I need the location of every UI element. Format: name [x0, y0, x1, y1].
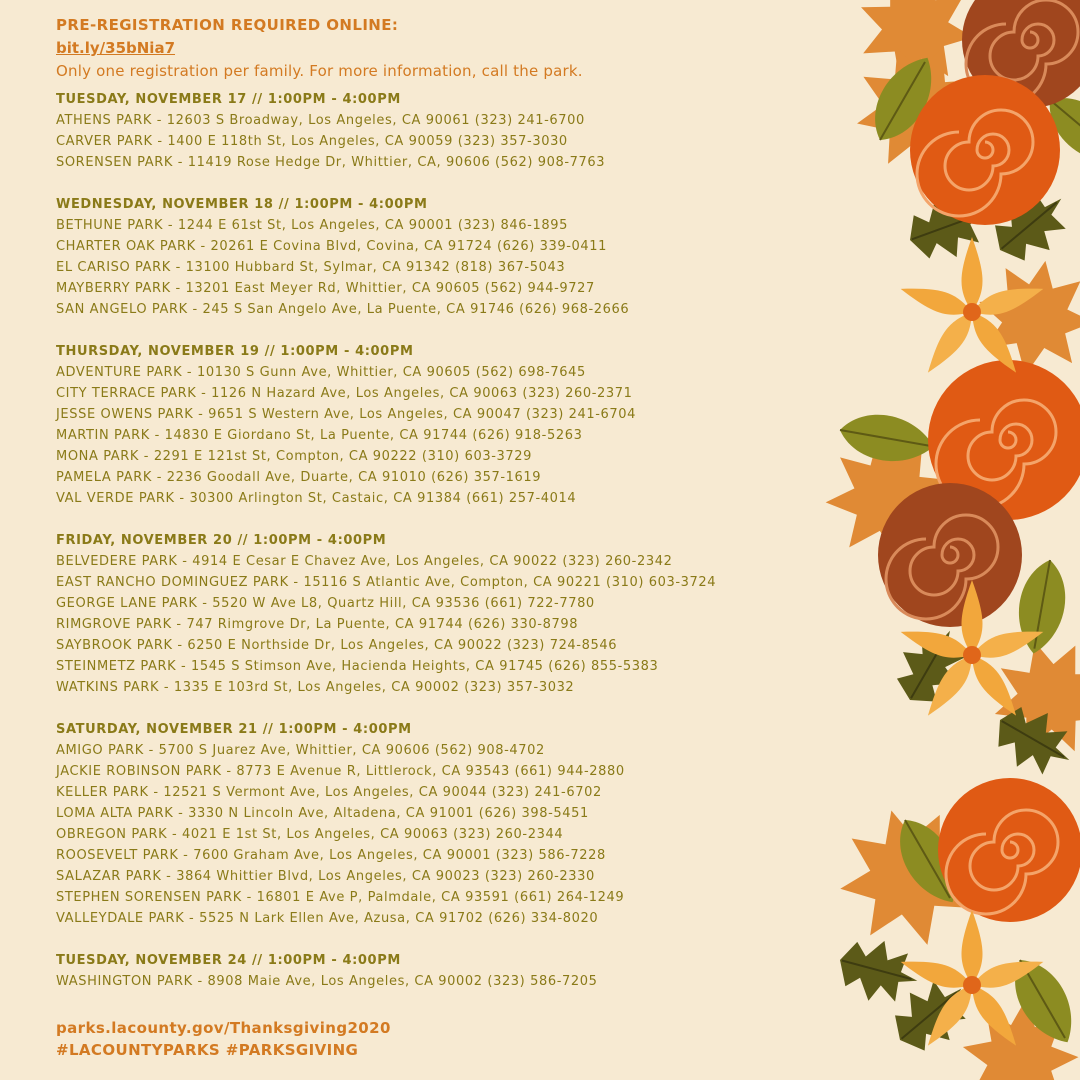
park-listing: ADVENTURE PARK - 10130 S Gunn Ave, Whittier, CA 90605 (562) 698-7645: [56, 365, 586, 380]
day-heading: SATURDAY, NOVEMBER 21 // 1:00PM - 4:00PM: [56, 722, 412, 737]
park-listing: OBREGON PARK - 4021 E 1st St, Los Angeles, CA 90063 (323) 260-2344: [56, 827, 564, 842]
park-listing: STEINMETZ PARK - 1545 S Stimson Ave, Hacienda Heights, CA 91745 (626) 855-5383: [56, 659, 659, 674]
schedule-day: [56, 194, 816, 320]
park-listing: CITY TERRACE PARK - 1126 N Hazard Ave, Los Angeles, CA 90063 (323) 260-2371: [56, 386, 633, 401]
park-listing: SAYBROOK PARK - 6250 E Northside Dr, Los Angeles, CA 90022 (323) 724-8546: [56, 638, 618, 653]
park-listing: CHARTER OAK PARK - 20261 E Covina Blvd, Covina, CA 91724 (626) 339-0411: [56, 239, 608, 254]
park-listing: PAMELA PARK - 2236 Goodall Ave, Duarte, CA 91010 (626) 357-1619: [56, 470, 542, 485]
park-listing: SORENSEN PARK - 11419 Rose Hedge Dr, Whittier, CA, 90606 (562) 908-7763: [56, 155, 606, 170]
header: [56, 14, 816, 83]
park-listing: VALLEYDALE PARK - 5525 N Lark Ellen Ave, Azusa, CA 91702 (626) 334-8020: [56, 911, 599, 926]
park-listing: RIMGROVE PARK - 747 Rimgrove Dr, La Puente, CA 91744 (626) 330-8798: [56, 617, 579, 632]
park-listing: KELLER PARK - 12521 S Vermont Ave, Los Angeles, CA 90044 (323) 241-6702: [56, 785, 602, 800]
schedule: [56, 89, 816, 992]
day-heading: TUESDAY, NOVEMBER 24 // 1:00PM - 4:00PM: [56, 953, 401, 968]
website-link[interactable]: parks.lacounty.gov/Thanksgiving2020: [56, 1019, 391, 1037]
park-listing: MONA PARK - 2291 E 121st St, Compton, CA 90222 (310) 603-3729: [56, 449, 532, 464]
park-listing: JACKIE ROBINSON PARK - 8773 E Avenue R, Littlerock, CA 93543 (661) 944-2880: [56, 764, 625, 779]
flyer-content: [56, 14, 816, 992]
park-listing: BETHUNE PARK - 1244 E 61st St, Los Angeles, CA 90001 (323) 846-1895: [56, 218, 568, 233]
day-heading: THURSDAY, NOVEMBER 19 // 1:00PM - 4:00PM: [56, 344, 414, 359]
park-listing: WATKINS PARK - 1335 E 103rd St, Los Angeles, CA 90002 (323) 357-3032: [56, 680, 575, 695]
park-listing: EL CARISO PARK - 13100 Hubbard St, Sylmar, CA 91342 (818) 367-5043: [56, 260, 566, 275]
park-listing: SALAZAR PARK - 3864 Whittier Blvd, Los Angeles, CA 90023 (323) 260-2330: [56, 869, 595, 884]
schedule-day: [56, 950, 816, 992]
park-listing: BELVEDERE PARK - 4914 E Cesar E Chavez Ave, Los Angeles, CA 90022 (323) 260-2342: [56, 554, 673, 569]
hashtags: #LACOUNTYPARKS #PARKSGIVING: [56, 1041, 359, 1059]
schedule-day: [56, 341, 816, 509]
registration-note: Only one registration per family. For more information, call the park.: [56, 62, 583, 80]
day-heading: FRIDAY, NOVEMBER 20 // 1:00PM - 4:00PM: [56, 533, 387, 548]
park-listing: WASHINGTON PARK - 8908 Maie Ave, Los Angeles, CA 90002 (323) 586-7205: [56, 974, 598, 989]
park-listing: EAST RANCHO DOMINGUEZ PARK - 15116 S Atlantic Ave, Compton, CA 90221 (310) 603-3724: [56, 575, 717, 590]
schedule-day: [56, 89, 816, 173]
registration-title: PRE-REGISTRATION REQUIRED ONLINE:: [56, 16, 399, 34]
day-heading: TUESDAY, NOVEMBER 17 // 1:00PM - 4:00PM: [56, 92, 401, 107]
park-listing: MARTIN PARK - 14830 E Giordano St, La Puente, CA 91744 (626) 918-5263: [56, 428, 583, 443]
park-listing: JESSE OWENS PARK - 9651 S Western Ave, Los Angeles, CA 90047 (323) 241-6704: [56, 407, 637, 422]
park-listing: ROOSEVELT PARK - 7600 Graham Ave, Los Angeles, CA 90001 (323) 586-7228: [56, 848, 606, 863]
park-listing: LOMA ALTA PARK - 3330 N Lincoln Ave, Altadena, CA 91001 (626) 398-5451: [56, 806, 589, 821]
schedule-day: [56, 719, 816, 929]
day-heading: WEDNESDAY, NOVEMBER 18 // 1:00PM - 4:00PM: [56, 197, 428, 212]
autumn-leaves-border: [820, 0, 1080, 1080]
footer: [56, 1017, 391, 1061]
schedule-day: [56, 530, 816, 698]
park-listing: CARVER PARK - 1400 E 118th St, Los Angeles, CA 90059 (323) 357-3030: [56, 134, 568, 149]
park-listing: VAL VERDE PARK - 30300 Arlington St, Castaic, CA 91384 (661) 257-4014: [56, 491, 577, 506]
park-listing: AMIGO PARK - 5700 S Juarez Ave, Whittier, CA 90606 (562) 908-4702: [56, 743, 545, 758]
registration-link[interactable]: bit.ly/35bNia7: [56, 39, 176, 57]
park-listing: ATHENS PARK - 12603 S Broadway, Los Angeles, CA 90061 (323) 241-6700: [56, 113, 585, 128]
park-listing: SAN ANGELO PARK - 245 S San Angelo Ave, La Puente, CA 91746 (626) 968-2666: [56, 302, 630, 317]
park-listing: GEORGE LANE PARK - 5520 W Ave L8, Quartz Hill, CA 93536 (661) 722-7780: [56, 596, 595, 611]
park-listing: STEPHEN SORENSEN PARK - 16801 E Ave P, Palmdale, CA 93591 (661) 264-1249: [56, 890, 625, 905]
park-listing: MAYBERRY PARK - 13201 East Meyer Rd, Whittier, CA 90605 (562) 944-9727: [56, 281, 595, 296]
